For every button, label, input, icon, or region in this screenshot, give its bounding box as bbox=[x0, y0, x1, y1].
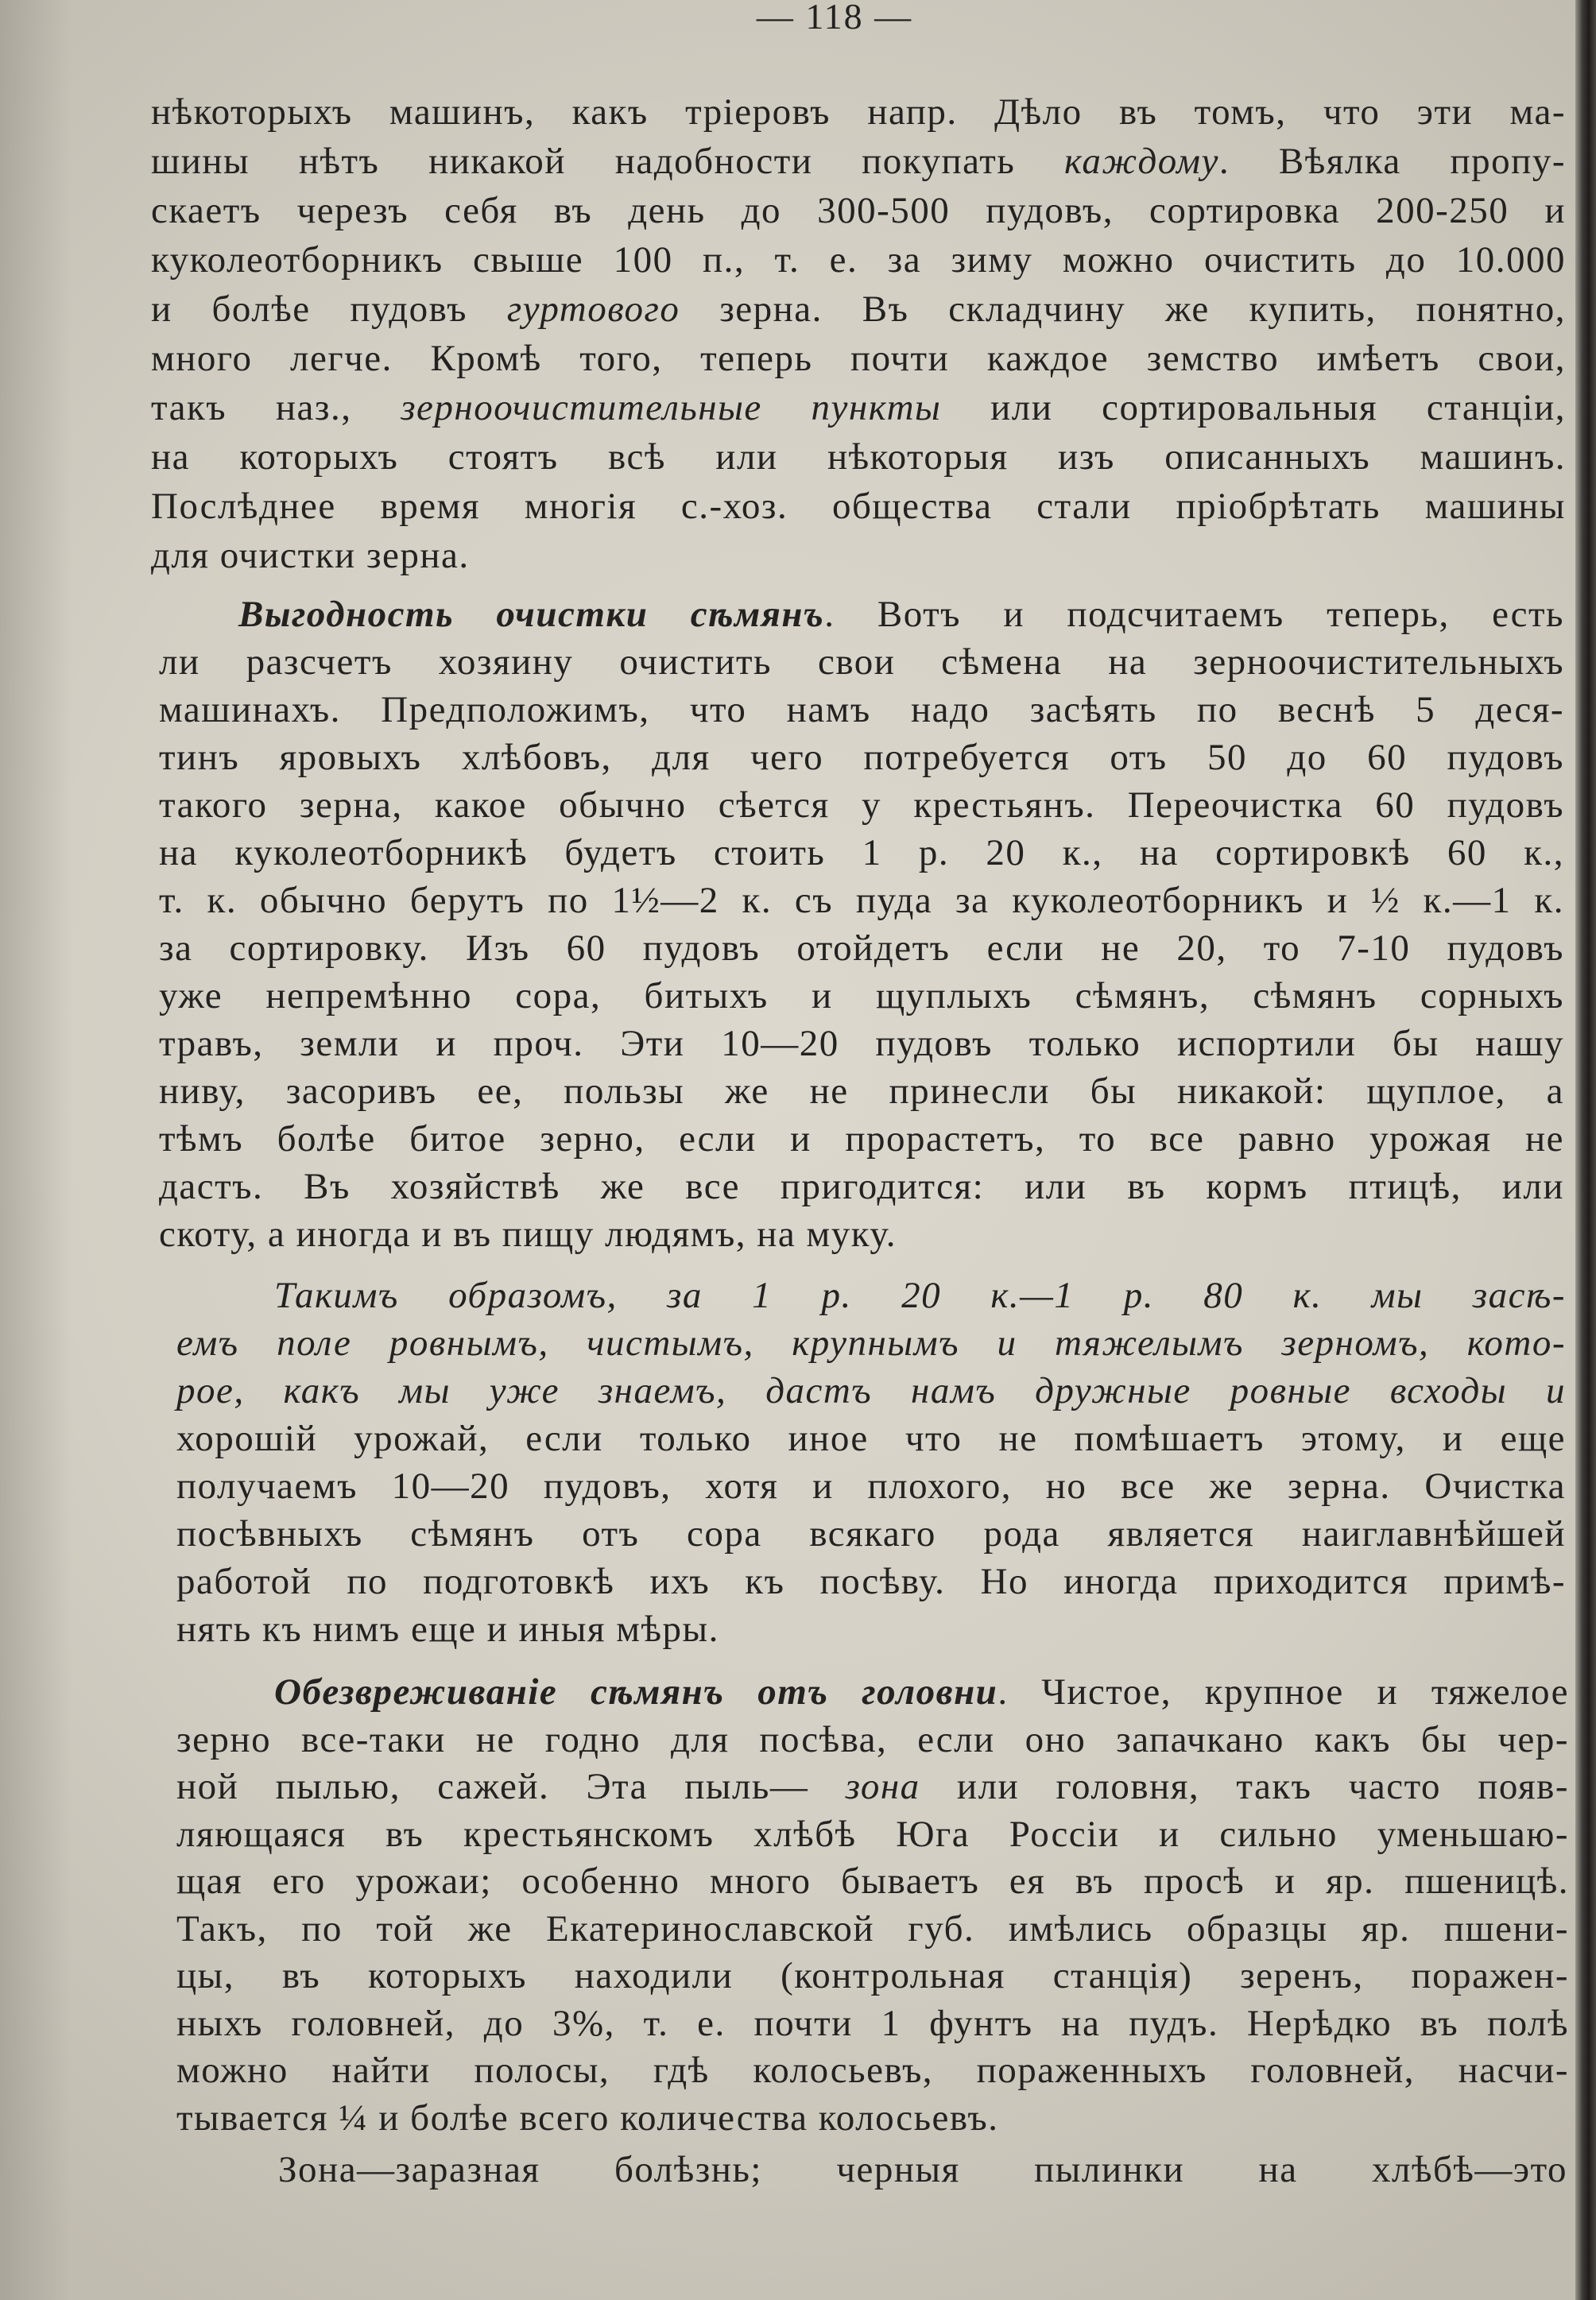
text-segment: или сортировальныя станціи, bbox=[941, 387, 1566, 428]
text-segment: ниву, засоривъ ее, пользы же не принесли бы никакой: щуплое, а bbox=[159, 1071, 1564, 1112]
italic-text: гуртового bbox=[506, 288, 680, 330]
text-segment: цы, въ которыхъ находили (контрольная станція) зеренъ, поражен- bbox=[176, 1955, 1569, 1996]
text-segment: травъ, земли и проч. Эти 10—20 пудовъ только испортили бы нашу bbox=[159, 1023, 1564, 1064]
text-line bbox=[176, 2047, 1569, 2095]
text-line bbox=[176, 1462, 1566, 1510]
text-segment: посѣвныхъ сѣмянъ отъ сора всякаго рода является наиглавнѣйшей bbox=[176, 1513, 1566, 1555]
text-segment: хорошій урожай, если только иное что не помѣшаетъ этому, и еще bbox=[176, 1418, 1566, 1459]
text-segment: . Вотъ и подсчитаемъ теперь, есть bbox=[824, 594, 1564, 635]
text-segment: куколеотборникъ свыше 100 п., т. е. за зиму можно очистить до 10.000 bbox=[151, 239, 1566, 281]
text-segment: или головня, такъ часто появ- bbox=[920, 1766, 1569, 1807]
text-segment: на куколеотборникѣ будетъ стоить 1 р. 20 к., на сортировкѣ 60 к., bbox=[159, 832, 1564, 873]
text-line bbox=[159, 734, 1564, 781]
text-line bbox=[151, 137, 1566, 186]
text-line bbox=[176, 1319, 1566, 1367]
section-heading-text: Выгодность очистки сѣмянъ bbox=[238, 594, 825, 635]
text-line bbox=[176, 2095, 1569, 2143]
text-segment: уже непремѣнно сора, битыхъ и щуплыхъ сѣмянъ, сѣмянъ сорныхъ bbox=[159, 975, 1564, 1016]
book-binding-edge bbox=[1575, 0, 1596, 2300]
text-segment: ной пылью, сажей. Эта пыль— bbox=[176, 1766, 846, 1807]
text-segment: тѣмъ болѣе битое зерно, если и прорастетъ, то все равно урожая не bbox=[159, 1118, 1564, 1160]
text-line bbox=[151, 482, 1566, 531]
text-line bbox=[176, 1558, 1566, 1605]
text-segment: скоту, а иногда и въ пищу людямъ, на муку. bbox=[159, 1214, 897, 1255]
text-segment: ляющаяся въ крестьянскомъ хлѣбѣ Юга Россіи и сильно уменьшаю- bbox=[176, 1813, 1569, 1855]
italic-text: рое, какъ мы уже знаемъ, дастъ намъ дружные ровные всходы и bbox=[176, 1370, 1566, 1411]
text-line bbox=[176, 2146, 1567, 2194]
text-segment: нѣкоторыхъ машинъ, какъ тріеровъ напр. Дѣло въ томъ, что эти ма- bbox=[151, 91, 1566, 133]
text-segment: . Чистое, крупное и тяжелое bbox=[998, 1671, 1569, 1713]
text-line bbox=[159, 972, 1564, 1020]
italic-text: емъ поле ровнымъ, чистымъ, крупнымъ и тяжелымъ зерномъ, кото- bbox=[176, 1322, 1566, 1364]
text-line bbox=[151, 87, 1566, 137]
paragraph bbox=[176, 1272, 1566, 1653]
text-line bbox=[151, 235, 1566, 285]
text-line bbox=[159, 1020, 1564, 1067]
text-segment: тывается ¼ и болѣе всего количества колосьевъ. bbox=[176, 2097, 999, 2139]
text-line bbox=[151, 432, 1566, 482]
text-line bbox=[151, 334, 1566, 383]
text-segment: машинахъ. Предположимъ, что намъ надо засѣять по веснѣ 5 деся- bbox=[159, 689, 1564, 730]
text-line bbox=[151, 285, 1566, 334]
paragraph bbox=[159, 590, 1564, 1258]
text-line bbox=[159, 686, 1564, 734]
text-segment: на которыхъ стоятъ всѣ или нѣкоторыя изъ описанныхъ машинъ. bbox=[151, 436, 1566, 478]
text-line bbox=[176, 1272, 1566, 1319]
text-line bbox=[151, 531, 1566, 580]
italic-text: каждому bbox=[1064, 141, 1219, 182]
text-line bbox=[159, 1115, 1564, 1163]
text-segment: Послѣднее время многія с.-хоз. общества стали пріобрѣтать машины bbox=[151, 486, 1566, 527]
text-segment: такого зерна, какое обычно сѣется у крестьянъ. Переочистка 60 пудовъ bbox=[159, 784, 1564, 826]
text-line bbox=[159, 590, 1564, 638]
text-segment: шины нѣтъ никакой надобности покупать bbox=[151, 141, 1064, 182]
text-segment: Зона—заразная болѣзнь; черныя пылинки на хлѣбѣ—это bbox=[278, 2149, 1567, 2190]
text-segment: ныхъ головней, до 3%, т. е. почти 1 фунтъ на пудъ. Нерѣдко въ полѣ bbox=[176, 2002, 1569, 2044]
text-segment: щая его урожаи; особенно много бываетъ ея въ просѣ и яр. пшеницѣ. bbox=[176, 1861, 1569, 1902]
section-heading-text: Обезвреживаніе сѣмянъ отъ головни bbox=[274, 1671, 998, 1713]
text-segment: за сортировку. Изъ 60 пудовъ отойдетъ если не 20, то 7-10 пудовъ bbox=[159, 927, 1564, 969]
italic-text: зерноочистительные пункты bbox=[401, 387, 942, 428]
italic-text: зона bbox=[845, 1766, 920, 1807]
page-number: — 118 — bbox=[756, 0, 913, 37]
text-segment: скаетъ черезъ себя въ день до 300-500 пудовъ, сортировка 200-250 и bbox=[151, 190, 1566, 231]
text-line bbox=[176, 1953, 1569, 2000]
text-line bbox=[159, 1163, 1564, 1210]
text-line bbox=[159, 877, 1564, 924]
text-segment: и болѣе пудовъ bbox=[151, 288, 507, 330]
italic-text: Такимъ образомъ, за 1 р. 20 к.—1 р. 80 к. мы засѣ- bbox=[274, 1275, 1566, 1316]
text-segment: Такъ, по той же Екатеринославской губ. имѣлись образцы яр. пшени- bbox=[176, 1907, 1569, 1950]
text-segment: ли разсчетъ хозяину очистить свои сѣмена на зерноочистительныхъ bbox=[159, 641, 1564, 683]
text-segment: можно найти полосы, гдѣ колосьевъ, пораженныхъ головней, насчи- bbox=[176, 2050, 1569, 2091]
text-segment: работой по подготовкѣ ихъ къ посѣву. Но иногда приходится примѣ- bbox=[176, 1561, 1566, 1602]
text-segment: т. к. обычно берутъ по 1½—2 к. съ пуда за куколеотборникъ и ½ к.—1 к. bbox=[159, 880, 1564, 921]
text-line bbox=[176, 1906, 1569, 1953]
text-line bbox=[176, 2000, 1569, 2048]
text-segment: для очистки зерна. bbox=[151, 535, 470, 576]
text-segment: дастъ. Въ хозяйствѣ же все пригодится: или въ кормъ птицѣ, или bbox=[159, 1166, 1564, 1207]
text-line bbox=[176, 1415, 1566, 1462]
text-segment: такъ наз., bbox=[151, 387, 401, 428]
text-line bbox=[176, 1605, 1566, 1653]
page-shadow-left bbox=[0, 0, 72, 2300]
text-segment: зерно все-таки не годно для посѣва, если оно запачкано какъ бы чер- bbox=[176, 1718, 1569, 1760]
text-line bbox=[151, 383, 1566, 432]
text-line bbox=[176, 1811, 1569, 1859]
text-segment: нять къ нимъ еще и иныя мѣры. bbox=[176, 1609, 719, 1650]
text-line bbox=[159, 1210, 1564, 1258]
text-line bbox=[176, 1858, 1569, 1906]
text-line bbox=[176, 1367, 1566, 1415]
text-line bbox=[176, 1669, 1569, 1717]
text-segment: зерна. Въ складчину же купить, понятно, bbox=[680, 288, 1567, 330]
text-line bbox=[159, 781, 1564, 829]
paragraph bbox=[176, 2146, 1567, 2194]
text-line bbox=[159, 829, 1564, 877]
text-line bbox=[151, 186, 1566, 235]
text-segment: тинъ яровыхъ хлѣбовъ, для чего потребуется отъ 50 до 60 пудовъ bbox=[159, 737, 1564, 778]
text-segment: много легче. Кромѣ того, теперь почти каждое земство имѣетъ свои, bbox=[151, 338, 1566, 379]
text-line bbox=[159, 1067, 1564, 1115]
text-line bbox=[176, 1510, 1566, 1558]
text-segment: получаемъ 10—20 пудовъ, хотя и плохого, но все же зерна. Очистка bbox=[176, 1466, 1566, 1507]
text-segment: . Вѣялка пропу- bbox=[1218, 141, 1566, 182]
text-line bbox=[159, 638, 1564, 686]
text-line bbox=[176, 1717, 1569, 1764]
paragraph bbox=[151, 87, 1566, 580]
text-line bbox=[159, 924, 1564, 972]
paragraph bbox=[176, 1669, 1569, 2142]
text-line bbox=[176, 1764, 1569, 1811]
